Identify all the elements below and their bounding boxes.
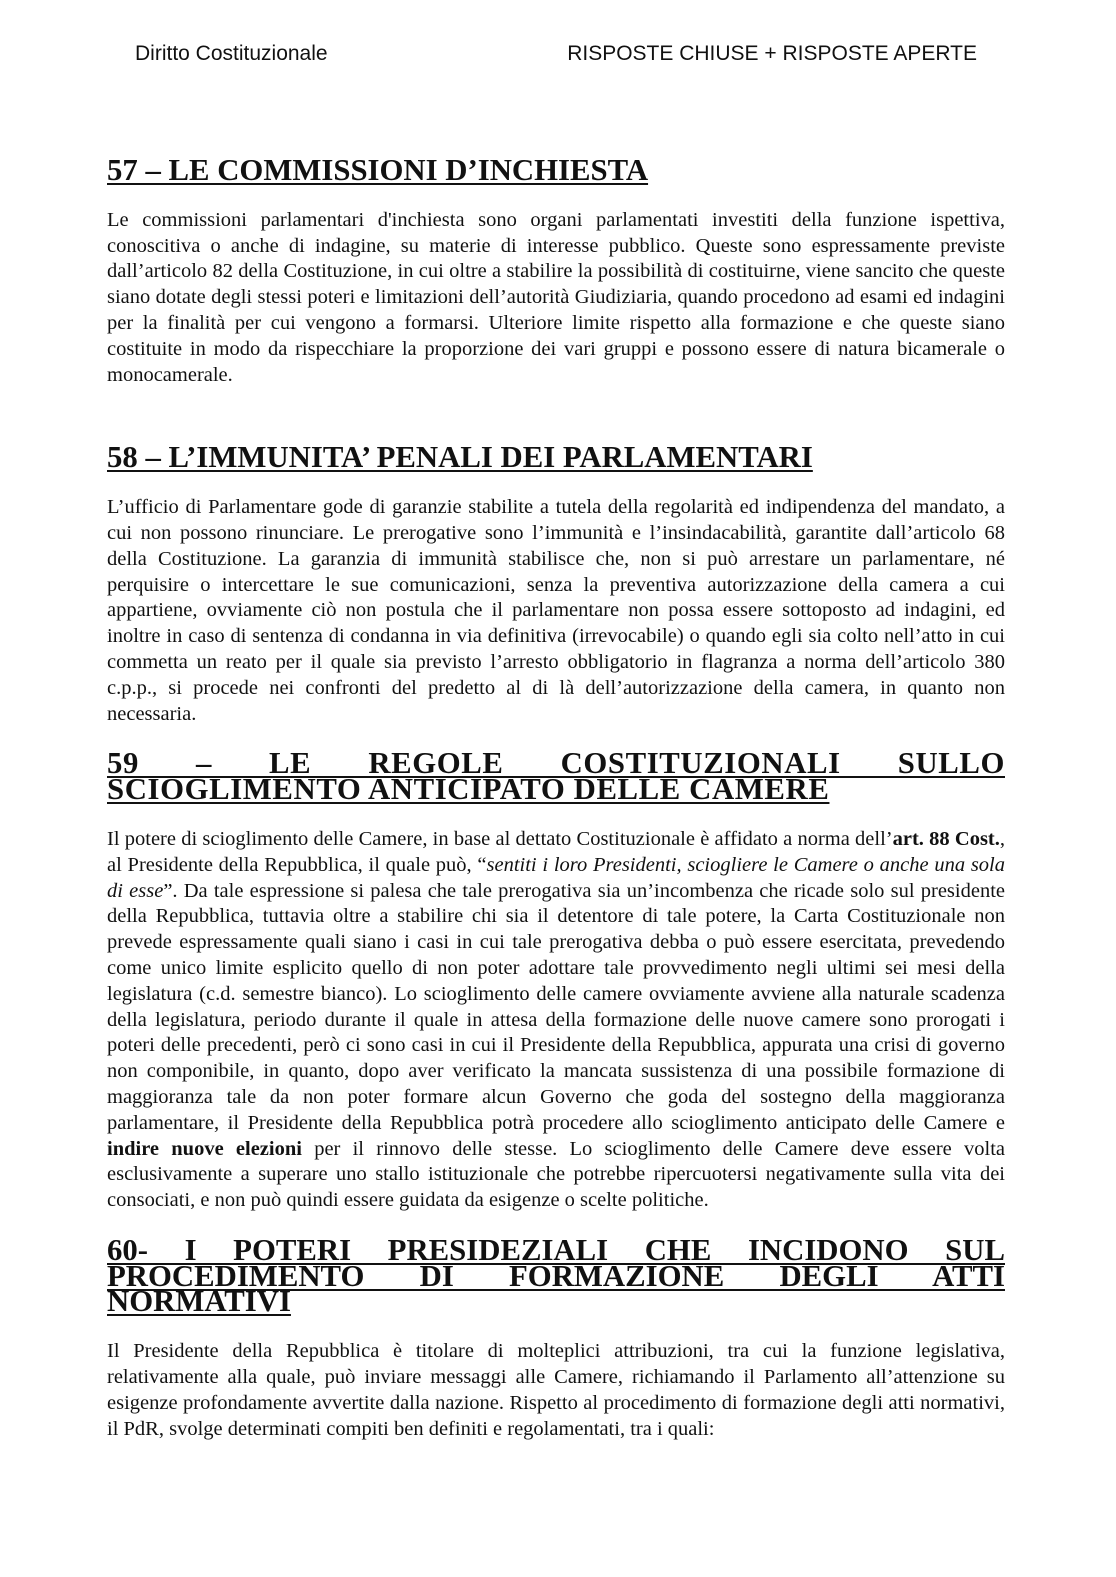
section-59-title: 59 – LE REGOLE COSTITUZIONALI SULLO SCIOGLIMENTO ANTICIPATO DELLE CAMERE <box>107 746 1005 807</box>
section-59-text-part-2: , al Presidente della Repubblica, il quale può, “ <box>107 827 1005 876</box>
section-60-paragraph: Il Presidente della Repubblica è titolare di molteplici attribuzioni, tra cui la funzione legislativa, relativamente alla quale, può inviare messaggi alle Camere, richiamando il Parlamento all’attenzione su esigenze profondamente avvertite dalla nazione. Rispetto al procedimento di formazione degli atti normativi, il PdR, svolge determinati compiti ben definiti e regolamentati, tra i quali: <box>107 1340 1005 1440</box>
section-59-constitution-quote: sentiti i loro Presidenti, sciogliere le Camere o anche una sola di esse <box>107 853 1005 902</box>
section-57-title: 57 – LE COMMISSIONI D’INCHIESTA <box>107 153 649 187</box>
section-59-text-part-4: per il rinnovo delle stesse. Lo scioglimento delle Camere deve essere volta esclusivamente a superare uno stallo istituzionale che potrebbe ripercuotersi negativamente sulla vita dei consociati, e non può quindi essere guidata da esigenze o scelte politiche. <box>107 1137 1005 1212</box>
section-57-paragraph: Le commissioni parlamentari d'inchiesta sono organi parlamentati investiti della funzione ispettiva, conoscitiva o anche di indagine, su materie di interesse pubblico. Queste sono espressamente previste dall’articolo 82 della Costituzione, in cui oltre a stabilire la possibilità di costituirne, viene sancito che queste siano dotate degli stessi poteri e limitazioni dell’autorità Giudiziaria, quando procedono ad esami ed indagini per la finalità per cui vengono a formarsi. Ulteriore limite rispetto alla formazione e che queste siano costituite in modo da rispecchiare la proporzione dei vari gruppi e possono essere di natura bicamerale o monocamerale. <box>107 208 1005 386</box>
header-course-title: Diritto Costituzionale <box>135 42 328 65</box>
section-60-title: 60- I POTERI PRESIDEZIALI CHE INCIDONO SUL PROCEDIMENTO DI FORMAZIONE DEGLI ATTI NORMATIVI <box>107 1232 1005 1319</box>
section-59-article-reference: art. 88 Cost. <box>892 827 1000 850</box>
section-59-text-part-3: ”. Da tale espressione si palesa che tale prerogativa sia un’incombenza che ricade solo sul presidente della Repubblica, tuttavia oltre a stabilire chi sia il detentore di tale potere, la Carta Costituzionale non prevede espressamente quali siano i casi in cui tale prerogativa debba o può essere esercitata, prevedendo come unico limite esplicito quello di non poter adottare tale provvedimento negli ultimi sei mesi della legislatura (c.d. semestre bianco). Lo scioglimento delle camere ovviamente avviene alla naturale scadenza della legislatura, periodo durante il quale in attesa della formazione delle nuove camere sono prorogati i poteri delle precedenti, però ci sono casi in cui il Presidente della Repubblica, appurata una crisi di governo non componibile, in quanto, dopo aver verificato la mancata sussistenza di una possibile formazione di maggioranza tale da non poter formare alcun Governo che goda del sostegno della maggioranza parlamentare, il Presidente della Repubblica potrà procedere allo scioglimento anticipato delle Camere e <box>107 879 1005 1134</box>
section-58-paragraph: L’ufficio di Parlamentare gode di garanzie stabilite a tutela della regolarità ed indipendenza del mandato, a cui non possono rinunciare. Le prerogative sono l’immunità e l’insindacabilità, garantite dall’articolo 68 della Costituzione. La garanzia di immunità stabilisce che, non si può arrestare un parlamentare, né perquisire o intercettare le sue comunicazioni, senza la preventiva autorizzazione della camera a cui appartiene, ovviamente ciò non postula che il parlamentare non possa essere sottoposto ad indagini, ed inoltre in caso di sentenza di condanna in via definitiva (irrevocabile) o quando egli sia colto nell’atto in cui commetta un reato per il quale sia previsto l’arresto obbligatorio in flagranza a norma dell’articolo 380 c.p.p., si procede nei confronti del predetto al di là dell’autorizzazione della camera, in quanto non necessaria. <box>107 496 1005 725</box>
page-header <box>135 42 977 72</box>
section-59-paragraph <box>107 827 1005 1214</box>
header-document-type: RISPOSTE CHIUSE + RISPOSTE APERTE <box>567 42 977 65</box>
document-body <box>107 153 1005 1442</box>
section-58-title: 58 – L’IMMUNITA’ PENALI DEI PARLAMENTARI <box>107 440 813 475</box>
section-59-emphasis-new-elections: indire nuove elezioni <box>107 1137 302 1160</box>
section-59-text-part-1: Il potere di scioglimento delle Camere, in base al dettato Costituzionale è affidato a norma dell’ <box>107 827 893 850</box>
